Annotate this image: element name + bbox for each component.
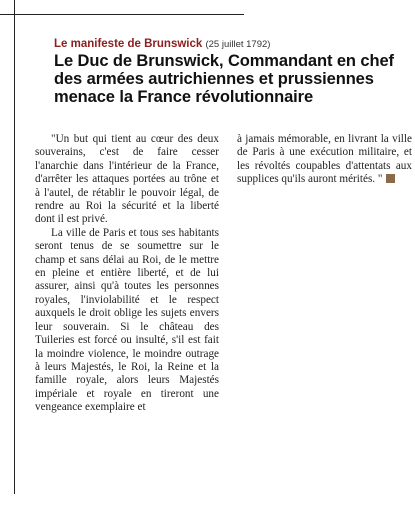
paragraph-paris-threat: La ville de Paris et tous ses habitants seront tenus de se soumettre sur le champ et sans délai au Roi, de le mettre en pleine et entière liberté, et de lui assurer, ainsi qu'à toutes les personnes royales, l'inviolabilité et le respect auxquels le droit oblige les sujets envers leur souverain. Si le château des Tuileries est forcé ou insulté, s'il est fait la moindre violence, le moindre outrage à leurs Majestés, le Roi, la Reine et la famille royale, alors leurs Majestés impériale et royale en tireront une vengeance exemplaire et — [35, 226, 219, 414]
article-headline: Le Duc de Brunswick, Commandant en chef des armées autrichiennes et prussiennes menace la France révolutionnaire — [54, 52, 394, 106]
crop-mark-vertical — [14, 0, 15, 494]
text-column-right — [237, 133, 412, 187]
paragraph-conclusion — [237, 133, 412, 187]
kicker-date: (25 juillet 1792) — [205, 39, 271, 50]
paragraph-conclusion-text: à jamais mémorable, en livrant la ville de Paris à une exécution militaire, et les révoltés coupables d'attentats aux supplices qu'ils auront mérités. " — [237, 133, 412, 186]
paragraph-quote-intro: "Un but qui tient au cœur des deux souverains, c'est de faire cesser l'anarchie dans l'intérieur de la France, d'arrêter les attaques portées au trône et à l'autel, de rétablir le pouvoir légal, de rendre au Roi la sécurité et la liberté dont il est privé. — [35, 133, 219, 226]
article-kicker — [54, 38, 270, 50]
end-of-article-square-icon — [386, 174, 395, 183]
kicker-title: Le manifeste de Brunswick — [54, 38, 203, 50]
crop-mark-horizontal — [0, 14, 244, 15]
text-column-left — [35, 133, 219, 415]
